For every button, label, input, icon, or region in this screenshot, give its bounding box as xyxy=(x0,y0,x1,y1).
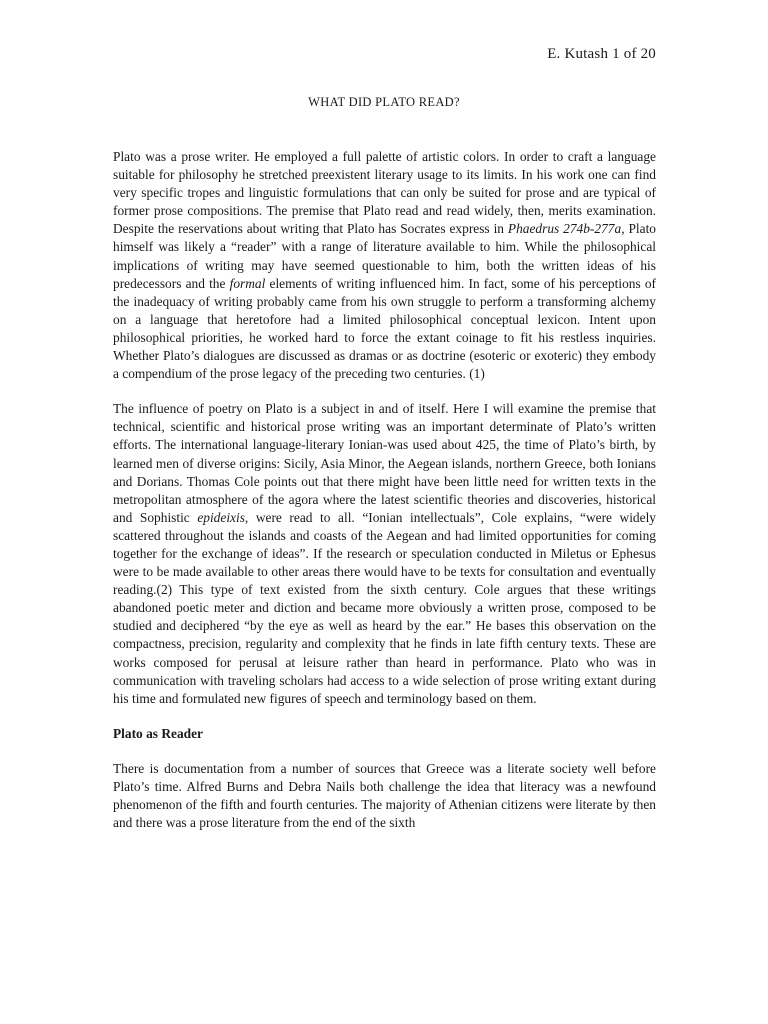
paragraph-2-text-a: The influence of poetry on Plato is a subject in and of itself. Here I will examine the premise that technical, scientific and historical prose writing was an important determinate of Plato’s written efforts. The international language-literary Ionian-was used about 425, the time of Plato’s birth, by learned men of diverse origins: Sicily, Asia Minor, the Aegean islands, northern Greece, both Ionians and Dorians. Thomas Cole points out that there might have been little need for written texts in the metropolitan atmosphere of the agora where the latest scientific theories and discoveries, historical and Sophistic xyxy=(113,401,656,525)
section-heading: Plato as Reader xyxy=(113,725,203,741)
paragraph-1 xyxy=(113,148,656,383)
running-header: E. Kutash 1 of 20 xyxy=(547,46,656,62)
paragraph-1-text-a: Plato was a prose writer. He employed a full palette of artistic colors. In order to craft a language suitable for philosophy he stretched preexistent literary usage to its limits. In his work one can find very specific tropes and linguistic formulations that can only be suited for prose and are typical of former prose compositions. The premise that Plato read and read widely, then, merits examination. Despite the reservations about writing that Plato has Socrates express in xyxy=(113,149,656,237)
document-title: WHAT DID PLATO READ? xyxy=(308,95,460,109)
formal-emphasis: formal xyxy=(229,275,266,291)
phaedrus-citation: Phaedrus 274b-277a xyxy=(507,221,622,237)
paragraph-2-text-b: , were read to all. “Ionian intellectuals”, Cole explains, “were widely scattered throughout the islands and coasts of the Aegean and had limited opportunities for coming together for the exchange of ideas”. If the research or speculation conducted in Miletus or Ephesus were to be made available to other areas there would have to be texts for consultation and eventually reading.(2) This type of text existed from the sixth century. Cole argues that these writings abandoned poetic meter and diction and became more obviously a written prose, composed to be studied and deciphered “by the eye as well as heard by the ear.” He bases this observation on the compactness, precision, regularity and complexity that he finds in late fifth century texts. These are works composed for perusal at leisure rather than heard in performance. Plato who was in communication with traveling scholars had access to a wide selection of prose writing extant during his time and formulated new figures of speech and terminology based on them. xyxy=(113,509,656,706)
document-body xyxy=(113,148,656,849)
paragraph-3: There is documentation from a number of sources that Greece was a literate society well before Plato’s time. Alfred Burns and Debra Nails both challenge the idea that literacy was a newfound phenomenon of the fifth and fourth centuries. The majority of Athenian citizens were literate by then and there was a prose literature from the end of the sixth xyxy=(113,760,656,831)
paragraph-1-text-b: , Plato himself was likely a “reader” with a range of literature available to him. While the philosophical implications of writing may have seemed questionable to him, both the written ideas of his predecessors and the xyxy=(113,221,656,291)
paragraph-2 xyxy=(113,400,656,708)
paragraph-1-text-c: elements of writing influenced him. In fact, some of his perceptions of the inadequacy of writing probably came from his own struggle to perform a transforming alchemy on a language that heretofore had a limited philosophical conceptual lexicon. Intent upon philosophical priorities, he worked hard to force the extant coinage to fit his restless inquiries. Whether Plato’s dialogues are discussed as dramas or as doctrine (esoteric or exoteric) they embody a compendium of the prose legacy of the preceding two centuries. (1) xyxy=(113,275,656,382)
epideixis-term: epideixis xyxy=(197,509,245,525)
